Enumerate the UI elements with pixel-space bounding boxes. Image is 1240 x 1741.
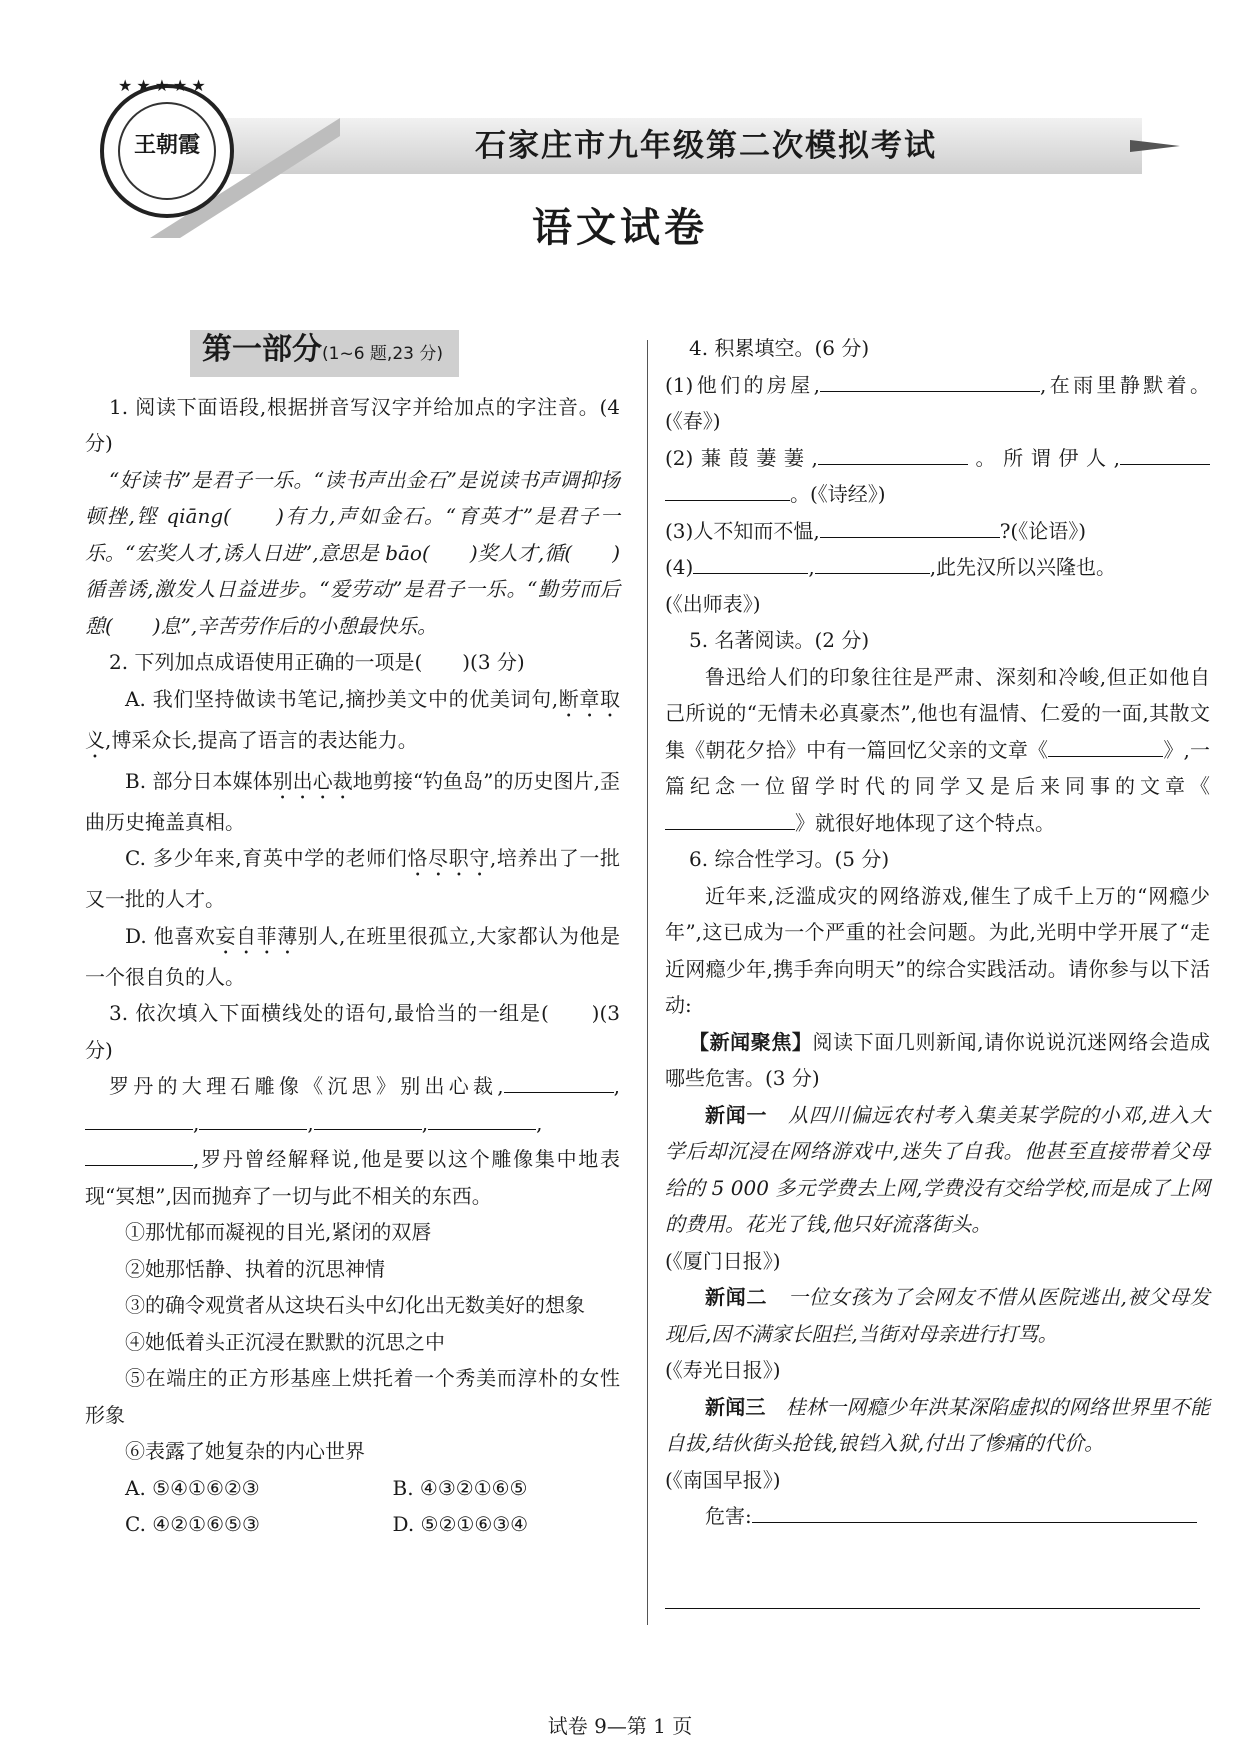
question-2: 2. 下列加点成语使用正确的一项是( )(3 分)	[109, 650, 525, 674]
q3-item: ③的确令观赏者从这块石头中幻化出无数美好的想象	[125, 1293, 585, 1317]
right-column	[665, 330, 1210, 1535]
q1-passage: “好读书”是君子一乐。“读书声出金石”是说读书声调抑扬顿挫,铿 qiāng( )有力,声如金石。“育英才”是君子一乐。“宏奖人才,诱人日进”,意思是 bāo( )奖人才,循( )循善诱,激发人日益进步。“爱劳动”是君子一乐。“勤劳而后憩( )息”,辛苦劳作后的小憩最快乐。	[85, 467, 620, 638]
q3-item: ④她低着头正沉浸在默默的沉思之中	[125, 1329, 445, 1354]
q4-item-1: (1)他们的房屋, ,在雨里静默着。(《春》)	[665, 367, 1210, 440]
q2-option-d: D. 他喜欢妄自菲薄别人,在班里很孤立,大家都认为他是一个很自负的人。	[85, 923, 621, 989]
exam-subtitle: 语文试卷	[532, 204, 708, 251]
exam-title: 石家庄市九年级第二次模拟考试	[475, 128, 937, 164]
q5-passage: 鲁迅给人们的印象往往是严肃、深刻和冷峻,但正如他自己所说的“无情未必真豪杰”,他也有温情、仁爱的一面,其散文集《朝花夕拾》中有一篇回忆父亲的文章《 》,一篇纪念一位留学时代的同学又是后来同事的文章《》就很好地体现了这个特点。	[665, 664, 1211, 835]
q3-options-row-2	[85, 1506, 620, 1543]
news-3: 新闻三 桂林一网瘾少年洪某深陷虚拟的网络世界里不能自拔,结伙街头抢钱,锒铛入狱,付出了惨痛的代价。	[665, 1394, 1211, 1455]
part-heading: 第一部分(1~6 题,23 分)	[190, 330, 459, 377]
question-3: 3. 依次填入下面横线处的语句,最恰当的一组是( )(3 分)	[85, 1001, 620, 1062]
q3-item: ②她那恬静、执着的沉思神情	[125, 1256, 385, 1281]
news-1: 新闻一 从四川偏远农村考入集美某学院的小邓,进入大学后却沉浸在网络游戏中,迷失了自我。他甚至直接带着父母给的 5 000 多元学费去上网,学费没有交给学校,而是成了上网的费用。花光了钱,他只好流落街头。	[665, 1102, 1211, 1236]
answer-prompt: 危害:	[665, 1498, 1210, 1535]
answer-line[interactable]	[665, 1608, 1200, 1609]
logo-text: 王朝霞	[133, 132, 200, 158]
stars-icon: ★★★★★	[118, 76, 210, 95]
q3-options-row-1	[85, 1470, 620, 1507]
q3-item: ①那忧郁而凝视的目光,紧闭的双唇	[125, 1220, 432, 1244]
q6-news-focus: 【新闻聚焦】阅读下面几则新闻,请你说说沉迷网络会造成哪些危害。(3 分)	[665, 1029, 1210, 1090]
q3-option-b: B. ④③②①⑥⑤	[392, 1475, 528, 1500]
q3-option-a: A. ⑤④①⑥②③	[125, 1475, 260, 1500]
q3-option-d: D. ⑤②①⑥③④	[392, 1512, 529, 1536]
q3-item: ⑤在端庄的正方形基座上烘托着一个秀美而淳朴的女性形象	[85, 1366, 620, 1427]
question-1: 1. 阅读下面语段,根据拼音写汉字并给加点的字注音。(4 分)	[85, 394, 620, 455]
page-footer: 试卷 9—第 1 页	[547, 1714, 693, 1738]
q2-option-b: B. 部分日本媒体别出心裁地剪接“钓鱼岛”的历史图片,歪曲历史掩盖真相。	[85, 768, 621, 834]
q4-source: (《出师表》)	[665, 591, 761, 616]
q4-item-2: (2)蒹葭萋萋, 。所谓伊人,。(《诗经》)	[665, 440, 1210, 513]
q4-item-4: (4) , ,此先汉所以兴隆也。	[665, 549, 1210, 586]
left-column	[85, 330, 620, 1543]
question-4: 4. 积累填空。(6 分)	[689, 336, 870, 360]
news-1-source: (《厦门日报》)	[665, 1248, 781, 1273]
q2-option-c: C. 多少年来,育英中学的老师们恪尽职守,培养出了一批又一批的人才。	[85, 846, 621, 911]
news-2-source: (《寿光日报》)	[665, 1358, 781, 1382]
q3-option-c: C. ④②①⑥⑤③	[125, 1512, 260, 1536]
question-5: 5. 名著阅读。(2 分)	[689, 628, 870, 652]
q2-option-a: A. 我们坚持做读书笔记,摘抄美文中的优美词句,断章取义,博采众长,提高了语言的表达能力。	[85, 686, 621, 752]
q3-item: ⑥表露了她复杂的内心世界	[125, 1439, 365, 1463]
news-2: 新闻二 一位女孩为了会网友不惜从医院逃出,被父母发现后,因不满家长阻拦,当街对母亲进行打骂。	[665, 1285, 1211, 1346]
q6-passage: 近年来,泛滥成灾的网络游戏,催生了成千上万的“网瘾少年”,这已成为一个严重的社会问题。为此,光明中学开展了“走近网瘾少年,携手奔向明天”的综合实践活动。请你参与以下活动:	[665, 883, 1210, 1017]
question-6: 6. 综合性学习。(5 分)	[689, 847, 890, 871]
news-3-source: (《南国早报》)	[665, 1467, 781, 1492]
q4-item-3: (3)人不知而不愠, ?(《论语》)	[665, 513, 1210, 550]
column-divider	[647, 340, 648, 1625]
header-arrow-icon	[1130, 138, 1180, 154]
q3-passage: 罗丹的大理石雕像《沉思》别出心裁, ,, , , ,,罗丹曾经解释说,他是要以这个雕像集中地表现“冥想”,因而抛弃了一切与此不相关的东西。	[85, 1068, 620, 1214]
